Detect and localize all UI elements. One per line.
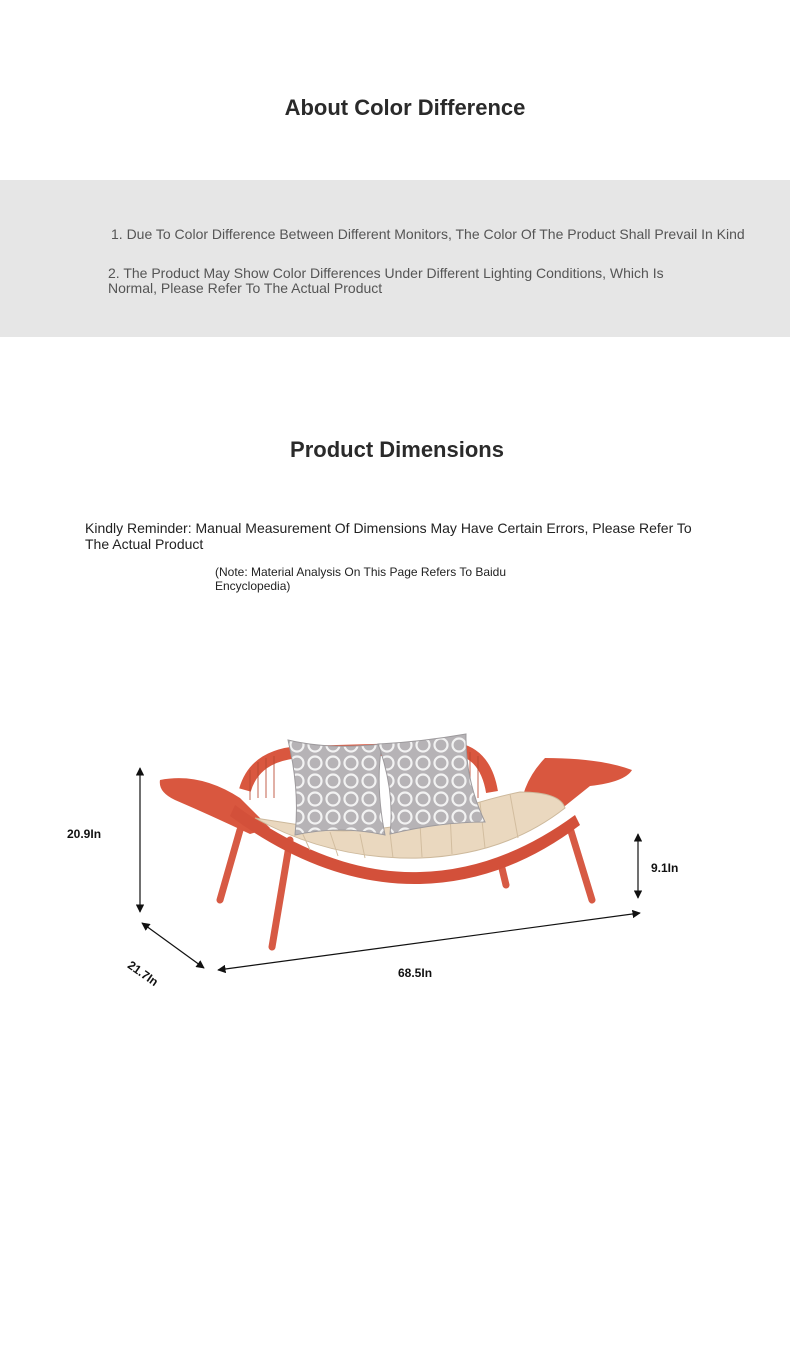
length-label: 68.5In	[398, 966, 433, 980]
color-difference-band	[0, 180, 790, 337]
depth-label: 21.7In	[124, 958, 161, 989]
height-label: 20.9In	[67, 827, 102, 841]
material-note: (Note: Material Analysis On This Page Refers To Baidu Encyclopedia)	[215, 565, 507, 593]
seat-height-label: 9.1In	[651, 861, 679, 875]
sofa-dimension-diagram	[0, 700, 790, 1000]
pillow-left	[288, 740, 385, 835]
depth-arrow	[142, 923, 204, 968]
measurement-reminder: Kindly Reminder: Manual Measurement Of Dimensions May Have Certain Errors, Please Refer To The Actual Product	[85, 520, 692, 552]
length-arrow	[218, 913, 640, 970]
product-dimensions-title: Product Dimensions	[290, 437, 504, 462]
color-difference-note-1: 1. Due To Color Difference Between Different Monitors, The Color Of The Product Shall Prevail In Kind	[111, 226, 745, 242]
color-difference-note-2: 2. The Product May Show Color Differences Under Different Lighting Conditions, Which Is Normal, Please Refer To The Actual Product	[108, 265, 664, 296]
color-difference-title: About Color Difference	[284, 95, 526, 120]
